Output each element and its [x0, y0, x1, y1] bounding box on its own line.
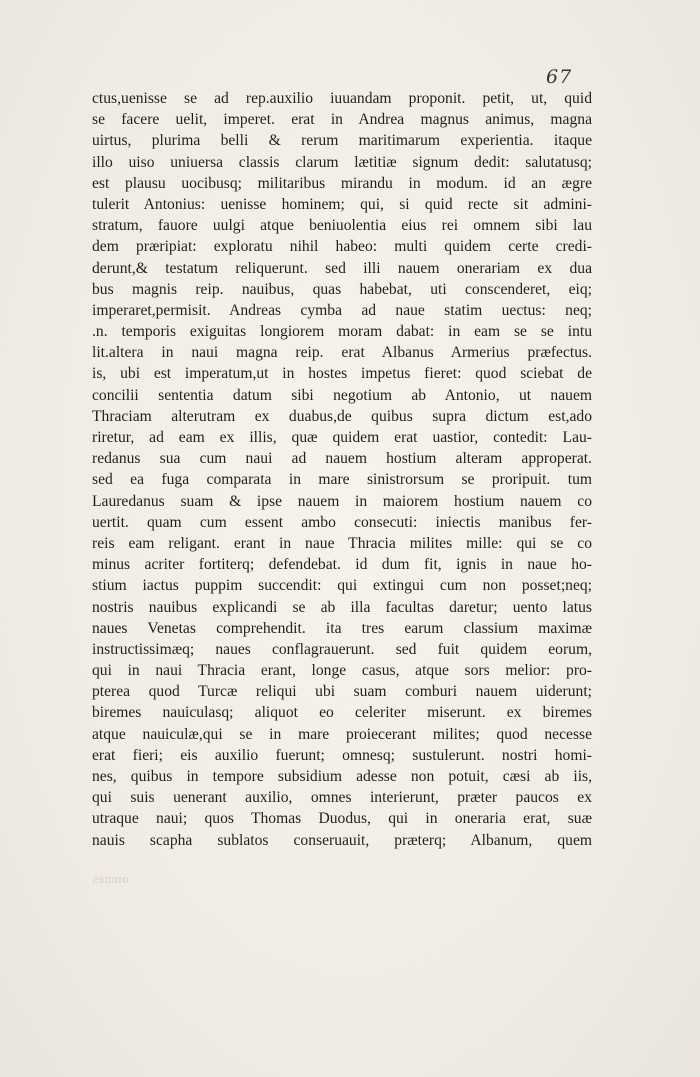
text-line: utraque naui; quos Thomas Duodus, qui in oneraria erat, suæ: [92, 810, 592, 828]
text-line: lit.altera in naui magna reip. erat Albanus Armerius præfectus.: [92, 344, 592, 362]
text-line: minus acriter fortiterq; defendebat. id dum fit, ignis in naue ho-: [92, 556, 592, 574]
text-line: imperaret,permisit. Andreas cymba ad naue statim uectus: neq;: [92, 301, 592, 319]
text-line: concilii sententia datum sibi negotium ab Antonio, ut nauem: [92, 386, 592, 404]
text-line: riretur, ad eam ex illis, quæ quidem erat uastior, contedit: Lau-: [92, 429, 592, 446]
text-line: qui in naui Thracia erant, longe casus, atque sors melior: pro-: [92, 662, 592, 680]
text-line: is, ubi est imperatum,ut in hostes impetus fieret: quod sciebat de: [92, 365, 592, 383]
text-line: Lauredanus suam & ipse nauem in maiorem hostium nauem co: [92, 492, 592, 510]
text-line: qui suis uenerant auxilio, omnes interierunt, præter paucos ex: [92, 789, 592, 807]
text-line: derunt,& testatum reliquerunt. sed illi nauem onerariam ex dua: [92, 259, 592, 277]
text-line: Thraciam alterutram ex duabus,de quibus supra dictum est,ado: [92, 407, 592, 425]
text-line: biremes nauiculasq; aliquot eo celeriter miserunt. ex biremes: [92, 704, 592, 722]
text-line: erat fieri; eis auxilio fuerunt; omnesq; sustulerunt. nostri homi-: [92, 746, 592, 764]
text-line: bus magnis reip. nauibus, quas habebat, uti conscenderet, eiq;: [92, 280, 592, 298]
text-line: illo uiso uniuersa classis clarum lætitiæ signum dedit: salutatusq;: [92, 153, 592, 171]
text-line: uertit. quam cum essent ambo consecuti: iniectis manibus fer-: [92, 513, 592, 531]
text-line: redanus sua cum naui ad nauem hostium alteram approperat.: [92, 450, 592, 468]
text-line: est plausu uocibusq; militaribus mirandu in modum. id an ægre: [92, 174, 592, 192]
body-text: [92, 88, 592, 851]
text-line: nes, quibus in tempore subsidium adesse non potuit, cæsi ab iis,: [92, 768, 592, 785]
text-line: sed ea fuga comparata in mare sinistrorsum se proripuit. tum: [92, 471, 592, 489]
page-number: 67: [546, 66, 573, 88]
text-line: nostris nauibus explicandi se ab illa facultas daretur; uento latus: [92, 598, 592, 616]
text-line: reis eam religant. erant in naue Thracia milites mille: qui se co: [92, 534, 592, 552]
text-line: stium iactus puppim succendit: qui extingui cum non posset;neq;: [92, 577, 592, 595]
text-line: pterea quod Turcæ reliqui ubi suam comburi nauem uiderunt;: [92, 683, 592, 701]
text-line: se facere uelit, imperet. erat in Andrea magnus animus, magna: [92, 111, 592, 129]
text-line: naues Venetas comprehendit. ita tres earum classium maximæ: [92, 619, 592, 637]
text-line: tulerit Antonius: uenisse hominem; qui, si quid recte sit admini-: [92, 195, 592, 213]
text-line: stratum, fauore uulgi atque beniuolentia eius rei omnem sibi lau: [92, 217, 592, 235]
show-through-catchword: omnes: [92, 871, 129, 886]
text-line: nauis scapha sublatos conseruauit, præterq; Albanum, quem: [92, 831, 592, 849]
text-line: uirtus, plurima belli & rerum maritimarum experientia. itaque: [92, 132, 592, 150]
text-line: .n. temporis exiguitas longiorem moram dabat: in eam se se intu: [92, 323, 592, 341]
text-line: atque nauiculæ,qui se in mare proiecerant milites; quod necesse: [92, 725, 592, 743]
text-line: instructissimæq; naues conflagrauerunt. sed fuit quidem eorum,: [92, 640, 592, 658]
text-line: ctus,uenisse se ad rep.auxilio iuuandam proponit. petit, ut, quid: [92, 90, 592, 107]
text-line: dem præripiat: exploratu nihil habeo: multi quidem certe credi-: [92, 238, 592, 256]
